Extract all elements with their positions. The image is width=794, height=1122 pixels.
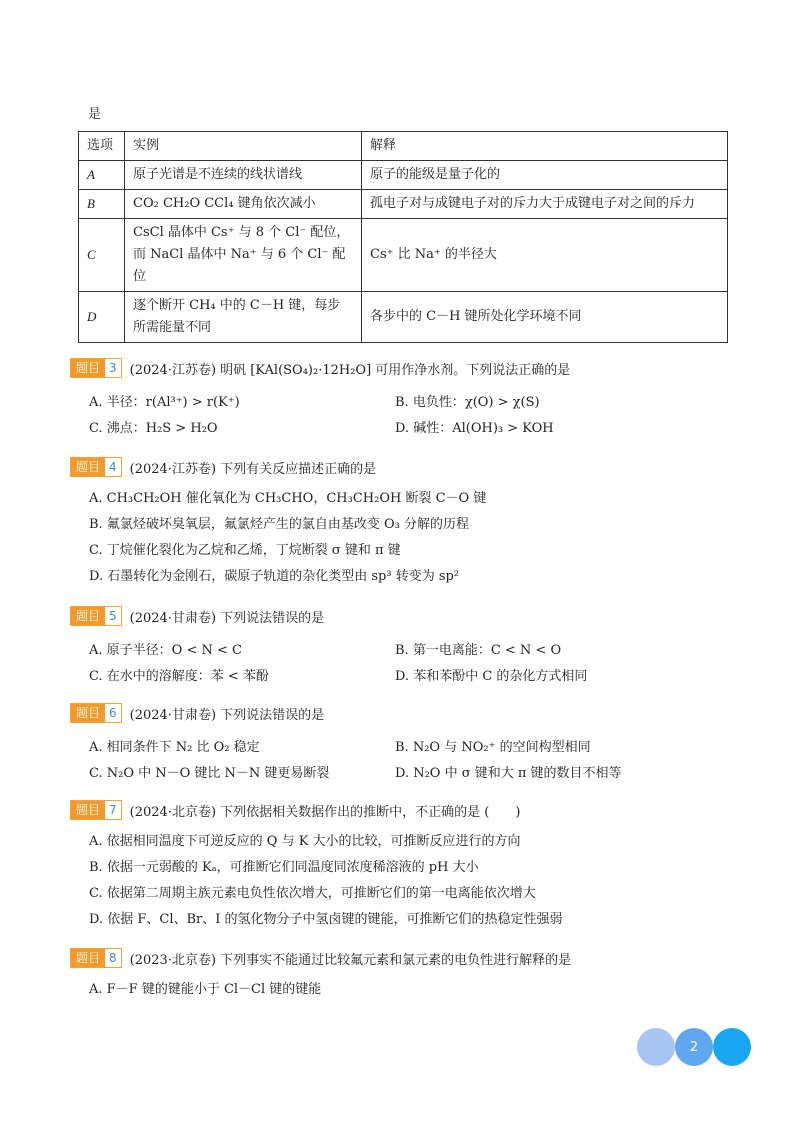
question-tag: 题目 6 <box>70 703 122 723</box>
table-cell-opt: D <box>79 292 125 343</box>
table-header: 解释 <box>362 132 728 161</box>
table-header: 选项 <box>79 132 125 161</box>
table-row <box>79 161 728 190</box>
option-c: C. 在水中的溶解度：苯 < 苯酚 <box>89 668 269 684</box>
option-a: A. F－F 键的键能小于 Cl－Cl 键的键能 <box>89 982 322 997</box>
option-a: A. CH₃CH₂OH 催化氧化为 CH₃CHO，CH₃CH₂OH 断裂 C－O 键 <box>89 491 487 506</box>
page-number: 2 <box>689 1039 699 1055</box>
table-cell-opt: A <box>79 161 125 190</box>
table-cell-opt: B <box>79 190 125 219</box>
option-a: A. 相同条件下 N₂ 比 O₂ 稳定 <box>89 739 260 755</box>
table-row <box>79 190 728 219</box>
question-6 <box>70 703 701 784</box>
question-7 <box>70 800 563 933</box>
option-d: D. N₂O 中 σ 键和大 π 键的数目不相等 <box>395 765 622 781</box>
option-c: C. N₂O 中 N－O 键比 N－N 键更易断裂 <box>89 765 330 781</box>
option-b: B. 第一电离能：C < N < O <box>395 642 562 658</box>
option-b: B. 依据一元弱酸的 Kₐ，可推断它们同温度同浓度稀溶液的 pH 大小 <box>89 860 479 875</box>
table-cell-explain: Cs⁺ 比 Na⁺ 的半径大 <box>362 219 728 292</box>
question-4 <box>70 457 486 590</box>
question-stem: (2023·北京卷) 下列事实不能通过比较氟元素和氯元素的电负性进行解释的是 <box>129 952 572 968</box>
question-8 <box>70 948 571 1003</box>
question-stem: (2024·甘肃卷) 下列说法错误的是 <box>129 610 325 626</box>
table-cell-example: 原子光谱是不连续的线状谱线 <box>125 161 362 190</box>
option-b: B. 电负性：χ(O) > χ(S) <box>395 394 540 410</box>
table-cell-example: CO₂ CH₂O CCl₄ 键角依次减小 <box>125 190 362 219</box>
explanation-table <box>78 131 728 343</box>
question-stem: (2024·甘肃卷) 下列说法错误的是 <box>129 707 325 723</box>
table-cell-example: 逐个断开 CH₄ 中的 C－H 键，每步所需能量不同 <box>125 292 362 343</box>
decor-dot-light <box>637 1028 675 1066</box>
decor-dot-dark <box>713 1028 751 1066</box>
option-a: A. 半径：r(Al³⁺) > r(K⁺) <box>89 394 240 410</box>
table-cell-explain: 原子的能级是量子化的 <box>362 161 728 190</box>
option-c: C. 依据第二周期主族元素电负性依次增大，可推断它们的第一电离能依次增大 <box>89 886 536 901</box>
table-row <box>79 219 728 292</box>
question-tag: 题目 4 <box>70 457 122 477</box>
question-tag: 题目 7 <box>70 800 122 820</box>
question-3 <box>70 358 701 439</box>
table-header-row <box>79 132 728 161</box>
option-b: B. N₂O 与 NO₂⁺ 的空间构型相同 <box>395 739 591 755</box>
option-a: A. 原子半径：O < N < C <box>89 642 242 658</box>
option-b: B. 氟氯烃破坏臭氧层，氟氯烃产生的氯自由基改变 O₃ 分解的历程 <box>89 517 469 532</box>
question-stem: (2024·北京卷) 下列依据相关数据作出的推断中，不正确的是 ( ) <box>129 804 521 820</box>
question-stem: (2024·江苏卷) 下列有关反应描述正确的是 <box>129 461 377 477</box>
question-tag: 题目 8 <box>70 948 122 968</box>
option-d: D. 石墨转化为金刚石，碳原子轨道的杂化类型由 sp³ 转变为 sp² <box>89 569 460 584</box>
option-d: D. 碱性：Al(OH)₃ > KOH <box>395 420 554 436</box>
option-c: C. 沸点：H₂S > H₂O <box>89 420 218 436</box>
table-cell-explain: 孤电子对与成键电子对的斥力大于成键电子对之间的斥力 <box>362 190 728 219</box>
table-cell-opt: C <box>79 219 125 292</box>
question-5 <box>70 606 701 687</box>
lead-text: 是 <box>88 107 102 122</box>
option-a: A. 依据相同温度下可逆反应的 Q 与 K 大小的比较，可推断反应进行的方向 <box>89 834 521 849</box>
page-number-badge <box>675 1028 713 1066</box>
table-row <box>79 292 728 343</box>
question-tag: 题目 5 <box>70 606 122 626</box>
question-tag: 题目 3 <box>70 358 122 378</box>
option-d: D. 依据 F、Cl、Br、I 的氢化物分子中氢卤键的键能，可推断它们的热稳定性强弱 <box>89 912 563 927</box>
option-d: D. 苯和苯酚中 C 的杂化方式相同 <box>395 668 588 684</box>
table-cell-explain: 各步中的 C－H 键所处化学环境不同 <box>362 292 728 343</box>
question-stem: (2024·江苏卷) 明矾 [KAl(SO₄)₂·12H₂O] 可用作净水剂。下列说法正确的是 <box>129 362 571 378</box>
table-header: 实例 <box>125 132 362 161</box>
option-c: C. 丁烷催化裂化为乙烷和乙烯，丁烷断裂 σ 键和 π 键 <box>89 543 401 558</box>
table-cell-example: CsCl 晶体中 Cs⁺ 与 8 个 Cl⁻ 配位，而 NaCl 晶体中 Na⁺ 与 6 个 Cl⁻ 配位 <box>125 219 362 292</box>
